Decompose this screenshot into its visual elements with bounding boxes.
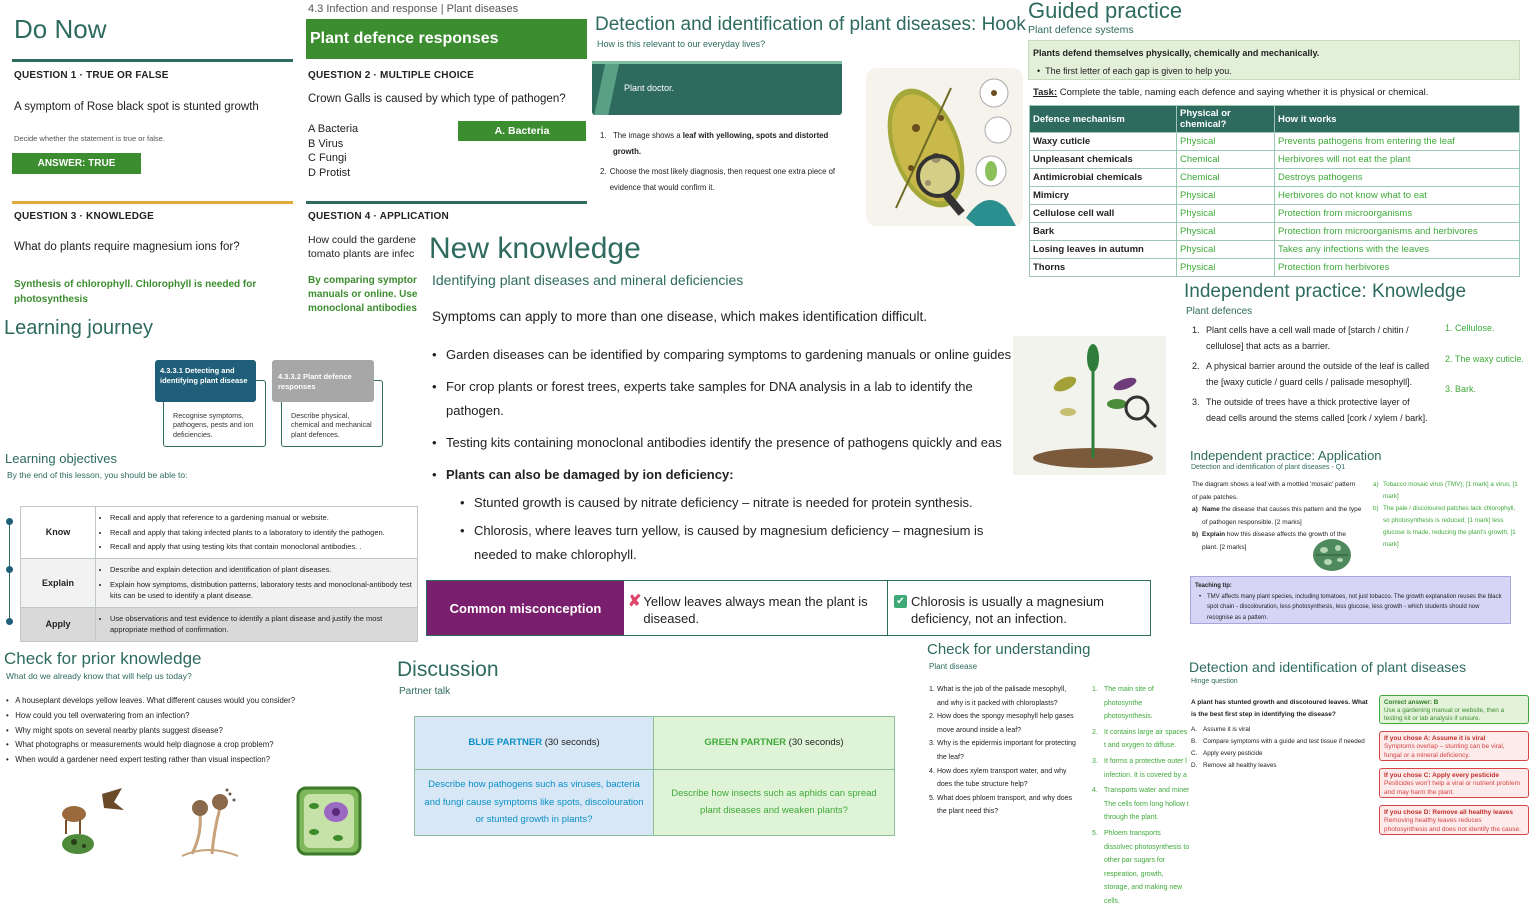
divider [12,59,293,62]
nk-bullets [432,343,1012,567]
green-partner-label: GREEN PARTNER [704,737,787,749]
indep-knowledge-subtitle: Plant defences [1186,306,1253,317]
q2-text: Crown Galls is caused by which type of pathogen? [308,93,566,105]
q3-answer: Synthesis of chlorophyll. Chlorophyll is needed for photosynthesis [14,279,257,305]
table-header: How it works [1275,106,1520,133]
nk-intro: Symptoms can apply to more than one disease, which makes identification difficult. [432,309,928,324]
nk-sub-bullet-text: Stunted growth is caused by nitrate deficiency – nitrate is needed for protein synthesis. [474,495,973,510]
q-verb: Name [1202,506,1220,513]
seedling-image [1013,336,1166,475]
nk-bullet: • Plants can also be damaged by ion deficiency: [432,463,1012,487]
table-row [1030,151,1520,169]
nk-sub-bullet-text: Chlorosis, where leaves turn yellow, is caused by magnesium deficiency – magnesium is needed to make chlorophyll. [474,523,984,562]
banner-stripe [594,61,619,115]
tip-text: TMV affects many plant species, including tomatoes, not just tobacco. The growth explanation reuses the black spot chain - discolouration, less photosynthesis, less glucose, less growth - which students should now recognise as a pattern. [1207,593,1502,621]
defence-type-cell: Physical [1177,241,1275,259]
app-intro: The diagram shows a leaf with a mottled 'mosaic' pattern of pale patches. [1192,481,1356,501]
prior-subtitle: What do we already know that will help us today? [6,671,192,681]
discussion-table [414,716,895,836]
objective-items [96,558,418,607]
list-item: 1. Plant cells have a cell wall made of [starch / chitin / cellulose] that acts as a barrier. [1192,322,1432,354]
objective-category: Know [21,507,96,559]
defence-type-cell: Physical [1177,187,1275,205]
hinge-option [1191,736,1377,748]
fungus-image [172,784,246,858]
divider [12,201,293,204]
indep-knowledge-list [1192,322,1432,426]
cfu-answer: 1. The main site of photosynthe photosynthesis. [1092,683,1190,724]
objective-items [96,507,418,559]
table-row [1030,187,1520,205]
option-text: Assume it is viral [1203,726,1251,733]
list-item: • A houseplant develops yellow leaves. What different causes would you consider? [6,696,296,705]
objective-item: • Explain how symptoms, distribution patterns, laboratory tests and monoclonal-antibody test kits can be used to identify a plant disease. [110,579,413,602]
q-verb: Explain [1202,531,1226,538]
table-row [1030,223,1520,241]
option-letter: A. [1191,726,1197,733]
discussion-title: Discussion [397,658,499,681]
journey-box-2: 4.3.3.2 Plant defence responses [272,360,374,402]
objective-row [21,507,418,559]
cfu-answer-text: Transports water and miner The cells form long hollow t through the plant. [1104,787,1190,822]
cfu-answers [1092,683,1190,905]
answer: 3. Bark. [1445,384,1477,394]
cfu-answer-text: It forms a protective outer l infection. It is covered by a [1104,757,1187,779]
table-header-row [1030,106,1520,133]
q3-label: QUESTION 3 · KNOWLEDGE [14,211,154,222]
list-item-text: A physical barrier around the outside of the leaf is called the [waxy cuticle / guard cells / palisade mesophyll]. [1206,361,1430,387]
objective-items [96,607,418,641]
q4-label: QUESTION 4 · APPLICATION [308,211,449,222]
nk-sub-bullet: • Stunted growth is caused by nitrate deficiency – nitrate is needed for protein synthesis. [432,491,1012,515]
a-text: Tobacco mosaic virus (TMV); [1 mark] a virus; [1 mark] [1383,481,1518,500]
correct-text: Use a gardening manual or website, then a testing kit or lab analysis if unsure. [1384,707,1505,723]
list-item-text: The outside of trees have a thick protective layer of dead cells around the stems called [cork / xylem / bark]. [1206,397,1428,423]
mosaic-leaf-icon [1312,538,1352,572]
hook-item-bold: leaf with yellowing, spots and distorted growth. [612,131,829,156]
list-item: • When would a gardener need expert testing rather than visual inspection? [6,755,271,765]
how-it-works-cell: Protection from microorganisms [1275,205,1520,223]
nk-bullet: • For crop plants or forest trees, experts take samples for DNA analysis in a lab to identify the pathogen. [432,375,1012,423]
nk-bullet-text: For crop plants or forest trees, experts take samples for DNA analysis in a lab to identify the pathogen. [446,379,973,418]
misconception-wrong [624,581,888,635]
hinge-title: Detection and identification of plant diseases [1189,659,1467,675]
list-item: • Why might spots on several nearby plants suggest disease? [6,725,223,735]
tip-bullet: • TMV affects many plant species, including tomatoes, not just tobacco. The growth explanation reuses the black spot chain - discolouration, less photosynthesis, less glucose, less growth - which students should now recognise as a pattern. [1195,592,1506,624]
defence-mechanism-cell: Cellulose cell wall [1030,205,1177,223]
hinge-option [1191,724,1377,736]
check-icon: ✔ [894,595,907,608]
how-it-works-cell: Destroys pathogens [1275,169,1520,187]
time-label: (30 seconds) [788,737,844,749]
blue-partner-label: BLUE PARTNER [468,737,543,749]
objective-item: • Describe and explain detection and identification of plant diseases. [110,564,413,576]
objectives-title: Learning objectives [5,451,118,466]
list-item-text: A houseplant develops yellow leaves. What different causes would you consider? [15,696,296,705]
app-question [1192,504,1362,529]
option-text: Apply every pesticide [1203,750,1263,757]
a-letter: b) [1373,505,1379,512]
objective-category: Apply [21,607,96,641]
app-answer [1373,479,1523,503]
how-it-works-cell: Herbivores do not know what to eat [1275,187,1520,205]
journey-box-1-desc: Recognise symptoms, pathogens, pests and ion deficiencies. [173,411,254,439]
indep-app-title: Independent practice: Application [1190,448,1382,463]
prior-title: Check for prior knowledge [4,649,202,668]
blue-partner-header [415,717,654,770]
guided-box-line: The first letter of each gap is given to help you. [1045,66,1232,76]
list-item: 3. The outside of trees have a thick protective layer of dead cells around the stems called [cork / xylem / bark]. [1192,394,1432,426]
hook-item-text: Choose the most likely diagnosis, then request one extra piece of evidence that would confirm it. [609,167,836,192]
objectives-table [20,506,418,642]
how-it-works-cell: Protection from microorganisms and herbivores [1275,223,1520,241]
table-header: Defence mechanism [1030,106,1177,133]
task-text: Complete the table, naming each defence and saying whether it is physical or chemical. [1057,87,1429,98]
hook-item-text: The image shows a [612,131,683,140]
hook-item: 1. The image shows a leaf with yellowing, spots and distorted growth. [600,131,829,156]
q4-text: How could the gardene tomato plants are infec [308,234,416,260]
list-item-text: Plant cells have a cell wall made of [starch / chitin / cellulose] that acts as a barrier. [1206,325,1409,351]
defence-mechanism-cell: Bark [1030,223,1177,241]
hook-title: Detection and identification of plant diseases: Hook [595,14,1026,35]
q2-label: QUESTION 2 · MULTIPLE CHOICE [308,70,474,81]
guided-box-bullet: • The first letter of each gap is given to help you. [1037,66,1232,76]
defence-type-cell: Physical [1177,133,1275,151]
option-letter: D. [1191,762,1198,769]
table-row [1030,133,1520,151]
breadcrumb: 4.3 Infection and response | Plant diseases [308,3,519,15]
q2-option: A Bacteria [308,123,359,135]
blue-partner-prompt: Describe how pathogens such as viruses, bacteria and fungi cause symptoms like spots, discolouration or stunted growth in plants? [415,770,654,836]
how-it-works-cell: Herbivores will not eat the plant [1275,151,1520,169]
how-it-works-cell: Protection from herbivores [1275,259,1520,277]
defence-type-cell: Chemical [1177,169,1275,187]
lesson-title [306,19,587,59]
correct-title: Correct answer: B [1384,699,1439,706]
task-label: Task: [1033,87,1058,98]
cfu-question: 5. What does phloem transport, and why does the plant need this? [929,792,1079,819]
table-header: Physical or chemical? [1177,106,1275,133]
journey-box-2-desc: Describe physical, chemical and mechanical plant defences. [291,411,372,439]
hook-banner [592,61,842,115]
cfu-answer: 3. It forms a protective outer l infection. It is covered by a [1092,755,1190,782]
cfu-question: 4. How does xylem transport water, and why does the tube structure help? [929,765,1079,792]
cfu-answer: 4. Transports water and miner The cells form long hollow t through the plant. [1092,784,1190,825]
q-text: how this disease affects the growth of the plant. [2 marks] [1202,531,1347,551]
timeline-dot [6,618,13,625]
cfu-question: 2. How does the spongy mesophyll help gases move around inside a leaf? [929,710,1079,737]
journey-box-1: 4.3.3.1 Detecting and identifying plant disease [155,360,256,402]
q2-answer-badge: A. Bacteria [458,121,586,141]
misconception-bar [426,580,1151,636]
hook-list [600,128,840,196]
defence-table [1029,105,1520,277]
nk-bullet: • Garden diseases can be identified by comparing symptoms to gardening manuals or online guides [432,343,1012,367]
list-item-text: What photographs or measurements would help diagnose a crop problem? [15,740,274,750]
cross-icon: ✘ [628,593,642,610]
cfu-question-text: Why is the epidermis important for protecting the leaf? [937,740,1076,761]
right-text: Chlorosis is usually a magnesium deficiency, not an infection. [911,594,1104,626]
hinge-option [1191,748,1377,760]
option-letter: C. [1191,750,1198,757]
how-it-works-cell: Prevents pathogens from entering the leaf [1275,133,1520,151]
indep-knowledge-title: Independent practice: Knowledge [1184,281,1467,302]
q2-option: D Protist [308,166,351,179]
nk-sub-bullet: • Chlorosis, where leaves turn yellow, is caused by magnesium deficiency – magnesium is needed to make chlorophyll. [432,519,1000,567]
cfu-answer-text: The main site of photosynthe photosynthesis. [1104,686,1154,721]
defence-mechanism-cell: Waxy cuticle [1030,133,1177,151]
hook-banner-text: Plant doctor. [624,83,675,93]
wrong-title: If you chose D: Remove all healthy leaves [1384,809,1513,816]
cfu-questions [929,683,1079,819]
a-letter: a) [1373,481,1379,488]
guided-box-line: Plants defend themselves physically, chemically and mechanically. [1033,48,1320,58]
q-letter: a) [1192,506,1198,513]
cfu-answer-text: It contains large air spaces t and oxygen to diffuse. [1104,728,1188,750]
cfu-answer: 5. Phloem transports dissolvec photosynthesis to other par sugars for respiration, growth, storage, and making new cells. [1092,827,1190,909]
defence-type-cell: Physical [1177,223,1275,241]
list-item: • What photographs or measurements would help diagnose a crop problem? [6,740,274,750]
wrong-title: If you chose C: Apply every pesticide [1384,772,1499,779]
cfu-answer-text: Phloem transports dissolvec photosynthesis to other par sugars for respiration, growth, storage, and making new cells. [1104,829,1190,905]
indep-app-answers [1373,479,1523,551]
hinge-option [1191,760,1377,772]
list-item-text: When would a gardener need expert testing rather than visual inspection? [15,755,271,765]
timeline-dot [6,518,13,525]
guided-subtitle: Plant defence systems [1028,24,1134,36]
nk-bullet: • Testing kits containing monoclonal antibodies identify the presence of pathogens quickly and eas [432,431,1012,455]
objective-category: Explain [21,558,96,607]
objective-item: • Recall and apply that using testing kits that contain monoclonal antibodies. . [110,541,413,553]
discussion-body-row [415,770,895,836]
table-row [1030,259,1520,277]
cfu-question: 3. Why is the epidermis important for protecting the leaf? [929,737,1079,764]
hinge-subtitle: Hinge question [1191,678,1238,685]
guided-title: Guided practice [1028,0,1183,23]
green-partner-prompt: Describe how insects such as aphids can spread plant diseases and weaken plants? [654,770,895,836]
new-knowledge-subtitle: Identifying plant diseases and mineral deficiencies [432,272,744,288]
cfu-question-text: How does the spongy mesophyll help gases move around inside a leaf? [937,713,1074,734]
cfu-question-text: What does phloem transport, and why does the plant need this? [937,794,1073,816]
list-item-text: Why might spots on several nearby plants suggest disease? [15,725,223,735]
wrong-text: Pesticides won't help a viral or nutrient problem and may harm the plant. [1384,780,1521,796]
defence-mechanism-cell: Losing leaves in autumn [1030,241,1177,259]
wrong-title: If you chose A: Assume it is viral [1384,735,1486,742]
wrong-c-box [1379,768,1529,798]
q1-text: A symptom of Rose black spot is stunted growth [14,101,259,113]
correct-answer-box [1379,695,1529,724]
answer: 2. The waxy cuticle. [1445,354,1524,364]
app-answer [1373,503,1523,551]
a-text: The pale / discoloured patches lack chlorophyll, so photosynthesis is reduced; [1 mark] less glucose is made, reducing the plant's growth; [1 mark] [1383,505,1516,548]
q3-text: What do plants require magnesium ions for? [14,241,240,253]
wrong-a-box [1379,731,1529,761]
plant-cell-image [292,784,366,858]
q1-answer-badge: ANSWER: TRUE [12,153,141,174]
new-knowledge-title: New knowledge [429,232,641,265]
list-item-text: How could you tell overwatering from an infection? [15,710,190,720]
green-partner-header [654,717,895,770]
cfu-question-text: What is the job of the palisade mesophyll, and why is it packed with chloroplasts? [937,686,1067,707]
misconception-label: Common misconception [427,581,624,635]
guided-task [1033,87,1428,98]
wrong-text: Removing healthy leaves reduces photosynthesis and does not identify the cause. [1384,817,1521,833]
how-it-works-cell: Takes any infections with the leaves [1275,241,1520,259]
hinge-question: A plant has stunted growth and discoloured leaves. What is the best first step in identifying the disease? [1191,699,1368,718]
hook-subtitle: How is this relevant to our everyday lives? [597,39,766,49]
wrong-text: Symptoms overlap – stunting can be viral, fungal or a mineral deficiency. [1384,743,1505,759]
objective-item: • Use observations and test evidence to identify a plant disease and justify the most appropriate method of confirmation. [110,613,413,636]
prior-list [6,694,306,768]
cfu-question-text: How does xylem transport water, and why does the tube structure help? [937,767,1067,789]
table-row [1030,205,1520,223]
indep-app-subtitle: Detection and identification of plant diseases - Q1 [1191,464,1346,471]
objective-row [21,607,418,641]
nk-ion-heading: Plants can also be damaged by ion deficiency: [446,467,734,482]
time-label: (30 seconds) [544,737,600,749]
defence-mechanism-cell: Unpleasant chemicals [1030,151,1177,169]
defence-mechanism-cell: Thorns [1030,259,1177,277]
q2-options [308,122,358,180]
divider [306,201,587,204]
objective-row [21,558,418,607]
cfu-subtitle: Plant disease [929,662,978,671]
teaching-tip-box [1190,576,1511,624]
list-item: 2. A physical barrier around the outside of the leaf is called the [waxy cuticle / guard cells / palisade mesophyll]. [1192,358,1432,390]
cfu-answer: 2. It contains large air spaces t and oxygen to diffuse. [1092,726,1190,753]
discussion-header-row [415,717,895,770]
objective-item: • Recall and apply that reference to a gardening manual or website. [110,512,413,524]
wrong-text: Yellow leaves always mean the plant is diseased. [643,594,868,626]
objective-item: • Recall and apply that taking infected plants to a laboratory to identify the pathogen. [110,527,413,539]
do-now-title: Do Now [14,14,107,44]
guided-info-box [1028,40,1520,80]
defence-type-cell: Physical [1177,205,1275,223]
q-letter: b) [1192,531,1199,538]
deer-eagle-image [52,784,128,858]
hook-item: 2. Choose the most likely diagnosis, then request one extra piece of evidence that would confirm it. [600,164,840,196]
list-item: • How could you tell overwatering from an infection? [6,710,190,720]
timeline-dot [6,566,13,573]
defence-type-cell: Physical [1177,259,1275,277]
option-text: Compare symptoms with a guide and test tissue if needed [1203,738,1365,745]
answer: 1. Cellulose. [1445,323,1495,333]
nk-bullet-text: Testing kits containing monoclonal antibodies identify the presence of pathogens quickly and eas [446,435,1002,450]
diseased-leaf-image [866,68,1023,226]
wrong-d-box [1379,805,1529,835]
misconception-right [888,581,1150,635]
q1-label: QUESTION 1 · TRUE OR FALSE [14,70,169,81]
defence-mechanism-cell: Mimicry [1030,187,1177,205]
q-text: the disease that causes this pattern and the type of pathogen responsible. [2 marks] [1202,506,1362,526]
q1-hint: Decide whether the statement is true or false. [14,134,165,143]
objectives-subtitle: By the end of this lesson, you should be able to: [7,470,188,480]
option-letter: B. [1191,738,1197,745]
journey-title: Learning journey [4,317,153,339]
defence-type-cell: Chemical [1177,151,1275,169]
cfu-title: Check for understanding [927,641,1091,658]
q4-answer: By comparing symptor manuals or online. Use monoclonal antibodies [308,275,418,314]
q2-option: B Virus [308,137,344,150]
tip-title: Teaching tip: [1195,583,1232,589]
table-row [1030,241,1520,259]
cfu-question: 1. What is the job of the palisade mesophyll, and why is it packed with chloroplasts? [929,683,1079,710]
hinge-options [1191,724,1377,772]
option-text: Remove all healthy leaves [1203,762,1277,769]
table-row [1030,169,1520,187]
nk-bullet-text: Garden diseases can be identified by comparing symptoms to gardening manuals or online guides [446,347,1012,362]
banner-top-line [592,61,842,64]
lesson-title-text: Plant defence responses [310,30,499,47]
discussion-subtitle: Partner talk [399,686,451,697]
defence-mechanism-cell: Antimicrobial chemicals [1030,169,1177,187]
q2-option: C Fungi [308,152,347,164]
